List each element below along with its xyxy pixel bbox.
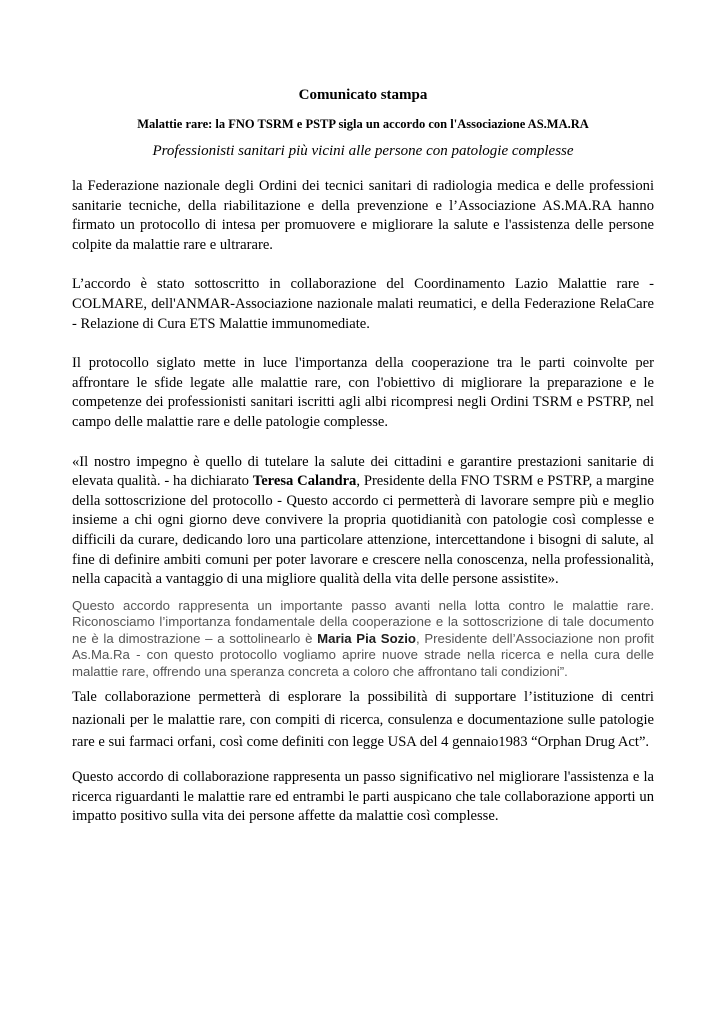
quote-speaker-name: Teresa Calandra [252,473,357,490]
paragraph-agreement: la Federazione nazionale degli Ordini dei tecnici sanitari di radiologia medica e delle professioni sanitarie tecniche, della riabilitazione e della prevenzione e l’Associazione AS.MA.RA hanno firmato un protocollo di intesa per promuovere e migliorare la salute e l'assistenza delle persone colpite da malattie rare e ultrarare. [72,178,654,253]
paragraph-conclusion: Questo accordo di collaborazione rappresenta un passo significativo nel migliorare l'assistenza e la ricerca riguardanti le malattie rare ed entrambi le parti auspicano che tale collaborazione apporti un impatto positivo sulla vita dei persone affette da malattie così complesse. [72,768,654,825]
sozio-quote-end: , Presidente dell’Associazione non profit As.Ma.Ra - con questo protocollo vogliamo aprire nuove strade nella ricerca e nella cura delle malattie rare, offrendo una speranza concreta a coloro che affrontano tali condizioni”. [72,630,654,679]
sozio-speaker-name: Maria Pia Sozio [317,630,416,646]
sozio-quote-start: Questo accordo rappresenta un importante passo avanti nella lotta contro le malattie rare. Riconosciamo l’importanza fondamentale della cooperazione e la sottoscrizione di tale documento ne è la dimostrazione – a sottolinearlo è [72,597,654,646]
document-title: Comunicato stampa [298,87,428,103]
paragraph-sozio-quote [72,598,654,681]
paragraph-national-centers: Tale collaborazione permetterà di esplorare la possibilità di supportare l’istituzione di centri nazionali per le malattie rare, con compiti di ricerca, consulenza e documentazione sulle patologie rare e sui farmaci orfani, così come definiti con legge USA del 4 gennaio1983 “Orphan Drug Act”. [72,689,654,751]
quote-text-start: «Il nostro impegno è quello di tutelare la salute dei cittadini e garantire prestazioni sanitarie di elevata qualità. - ha dichiarato [72,453,654,490]
document-tagline: Professionisti sanitari più vicini alle persone con patologie complesse [152,143,574,159]
quote-text-end: , Presidente della FNO TSRM e PSTRP, a margine della sottoscrizione del protocollo - Questo accordo ci permetterà di lavorare sempre più e meglio insieme a chi ogni giorno deve convivere la propria quotidianità con patologie così complesse e difficili da curare, dedicando loro una particolare attenzione, intercettandone i bisogni di salute, al fine di definire ambiti comuni per poter lavorare e crescere nella conoscenza, nella professionalità, nella capacità a vantaggio di una migliore qualità della vita delle persone assistite». [72,473,654,588]
paragraph-calandra-quote [72,453,654,590]
paragraph-collaboration: L’accordo è stato sottoscritto in collaborazione del Coordinamento Lazio Malattie rare - COLMARE, dell'ANMAR-Associazione nazionale malati reumatici, e della Federazione RelaCare - Relazione di Cura ETS Malattie immunomediate. [72,276,654,332]
document-subtitle: Malattie rare: la FNO TSRM e PSTP sigla un accordo con l'Associazione AS.MA.RA [137,117,589,131]
press-release-page [72,86,654,847]
paragraph-protocol: Il protocollo siglato mette in luce l'importanza della cooperazione tra le parti coinvolte per affrontare le sfide legate alle malattie rare, con l'obiettivo di migliorare la preparazione e le competenze dei professionisti sanitari iscritti agli albi ricompresi negli Ordini TSRM e PSTRP, nel campo delle malattie rare e delle patologie complesse. [72,355,654,430]
